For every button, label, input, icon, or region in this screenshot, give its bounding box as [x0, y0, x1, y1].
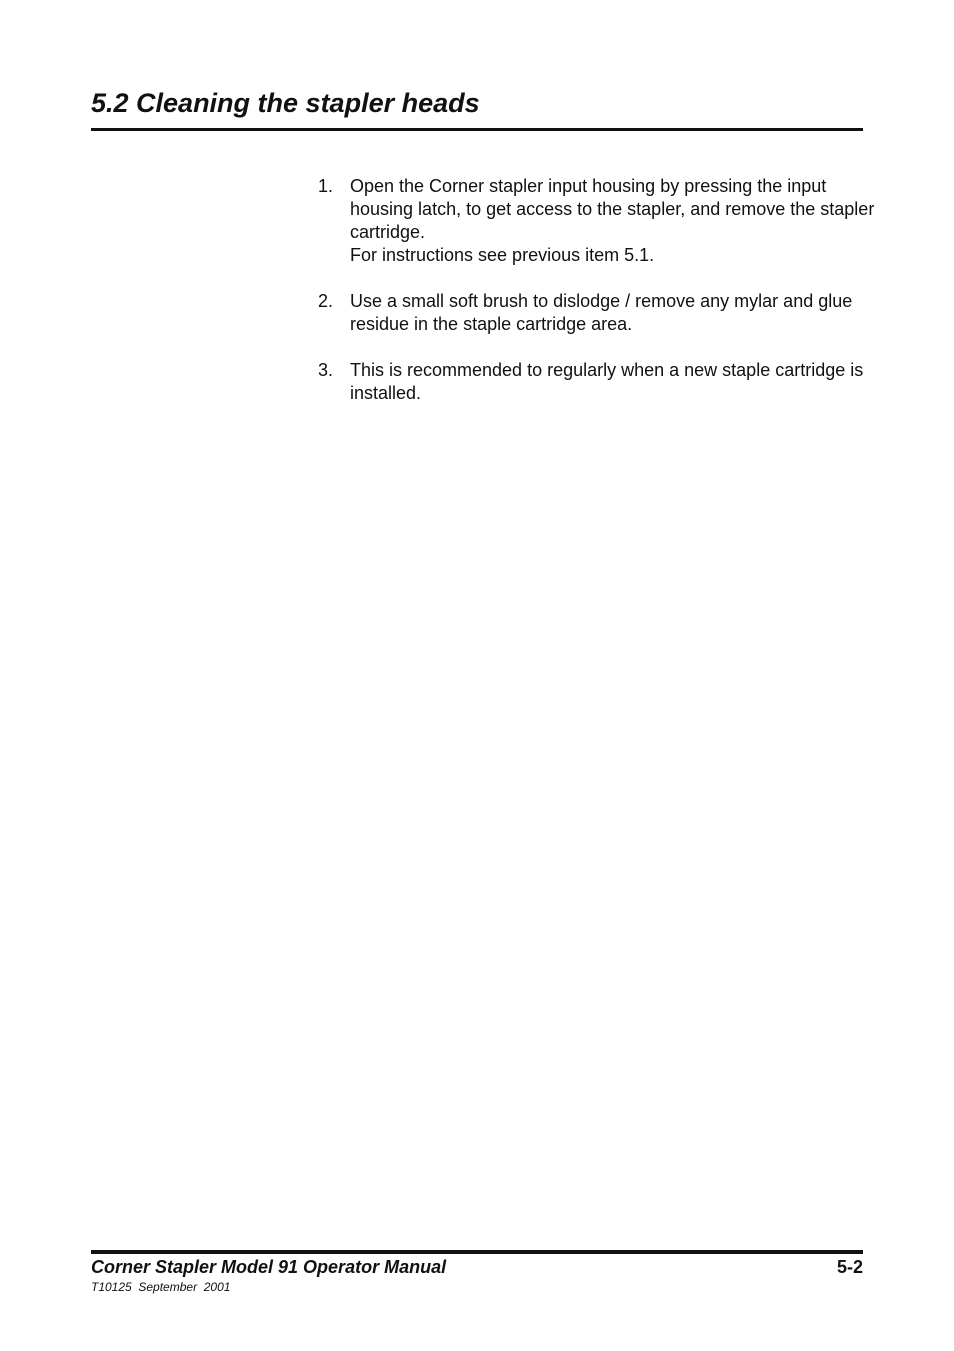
footer-manual-title: Corner Stapler Model 91 Operator Manual — [91, 1257, 447, 1277]
step-number: 1. — [318, 176, 334, 196]
step-note: For instructions see previous item 5.1. — [350, 245, 655, 265]
footer-divider — [91, 1250, 863, 1254]
footer-page-number: 5-2 — [836, 1257, 863, 1277]
list-item — [318, 290, 878, 336]
step-number: 2. — [318, 291, 334, 311]
list-item — [318, 359, 878, 405]
step-number: 3. — [318, 360, 334, 380]
step-text: Use a small soft brush to dislodge / remove any mylar and glue residue in the staple cartridge area. — [350, 291, 853, 334]
instruction-list — [318, 175, 878, 428]
footer-doc-info: T10125 September 2001 — [91, 1280, 231, 1294]
step-text: Open the Corner stapler input housing by pressing the input housing latch, to get access to the stapler, and remove the stapler cartridge. — [350, 176, 875, 242]
page-title: 5.2 Cleaning the stapler heads — [91, 88, 480, 118]
list-item — [318, 175, 878, 267]
step-text: This is recommended to regularly when a new staple cartridge is installed. — [350, 360, 864, 403]
title-divider — [91, 128, 863, 131]
